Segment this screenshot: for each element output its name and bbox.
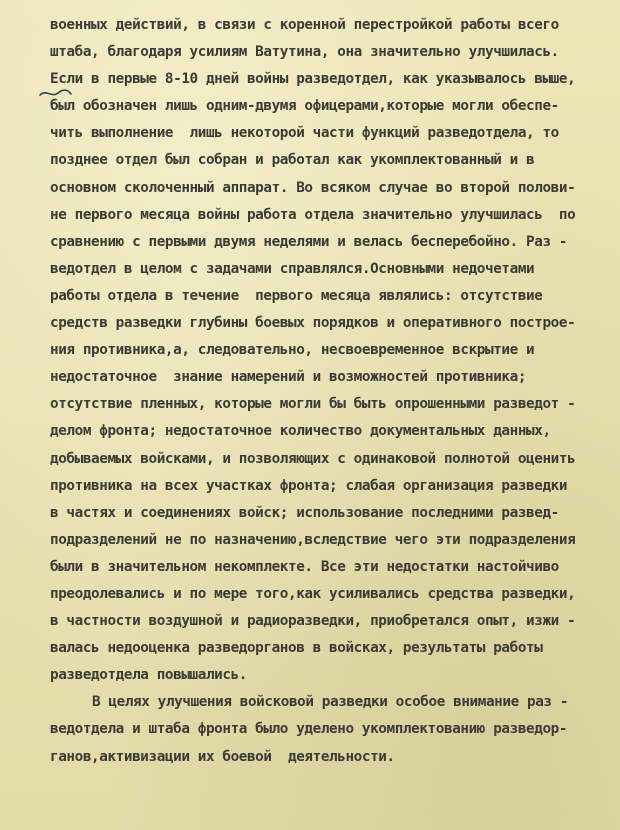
text-line: чить выполнение лишь некоторой части функций разведотдела, то [50,125,559,142]
text-line: разведотдела повышались. [50,667,247,684]
text-line: работы отдела в течение первого месяца являлись: отсутствие [50,287,543,304]
text-line: недостаточное знание намерений и возможностей противника; [50,369,527,386]
text-line: был обозначен лишь одним-двумя офицерами,которые могли обеспе- [50,98,559,115]
text-line: позднее отдел был собран и работал как укомплектованный и в [50,152,535,169]
text-line: ния противника,а, следовательно, несвоевременное вскрытие и [50,342,535,359]
text-line: подразделений не по назначению,вследствие чего эти подразделения [50,531,576,548]
text-line: были в значительном некомплекте. Все эти недостатки настойчиво [50,558,559,575]
text-line: военных действий, в связи с коренной перестройкой работы всего [50,17,559,33]
text-line: отсутствие пленных, которые могли бы быть опрошенными разведот - [50,396,576,413]
text-line: ведотдел в целом с задачами справлялся.Основными недочетами [50,260,535,277]
text-line: добываемых войсками, и позволяющих с одинаковой полнотой оценить [50,450,576,467]
paragraph-start-line: В целях улучшения войсковой разведки особое внимание раз - [92,694,569,711]
text-line: делом фронта; недостаточное количество документальных данных, [50,423,551,440]
text-line: не первого месяца войны работа отдела значительно улучшилась по [50,206,576,223]
document-body [50,12,616,771]
text-line: средств разведки глубины боевых порядков и оперативного построе- [50,315,576,332]
text-line: ведотдела и штаба фронта было уделено укомплектованию разведор- [50,721,568,738]
text-line: преодолевались и по мере того,как усиливались средства разведки, [50,585,576,602]
text-line: основном сколоченный аппарат. Во всяком случае во второй полови- [50,179,576,196]
text-line: сравнению с первыми двумя неделями и велась бесперебойно. Раз - [50,233,568,250]
text-line: ганов,активизации их боевой деятельности. [50,748,395,765]
text-line: штаба, благодаря усилиям Ватутина, она значительно улучшилась. [50,44,559,61]
text-line: в частности воздушной и радиоразведки, приобретался опыт, изжи - [50,613,576,630]
text-line: Если в первые 8-10 дней войны разведотдел, как указывалось выше, [50,71,576,88]
text-line: валась недооценка разведорганов в войсках, результаты работы [50,640,543,657]
text-line: противника на всех участках фронта; слабая организация разведки [50,477,568,494]
text-line: в частях и соединениях войск; использование последними развед- [50,504,559,521]
